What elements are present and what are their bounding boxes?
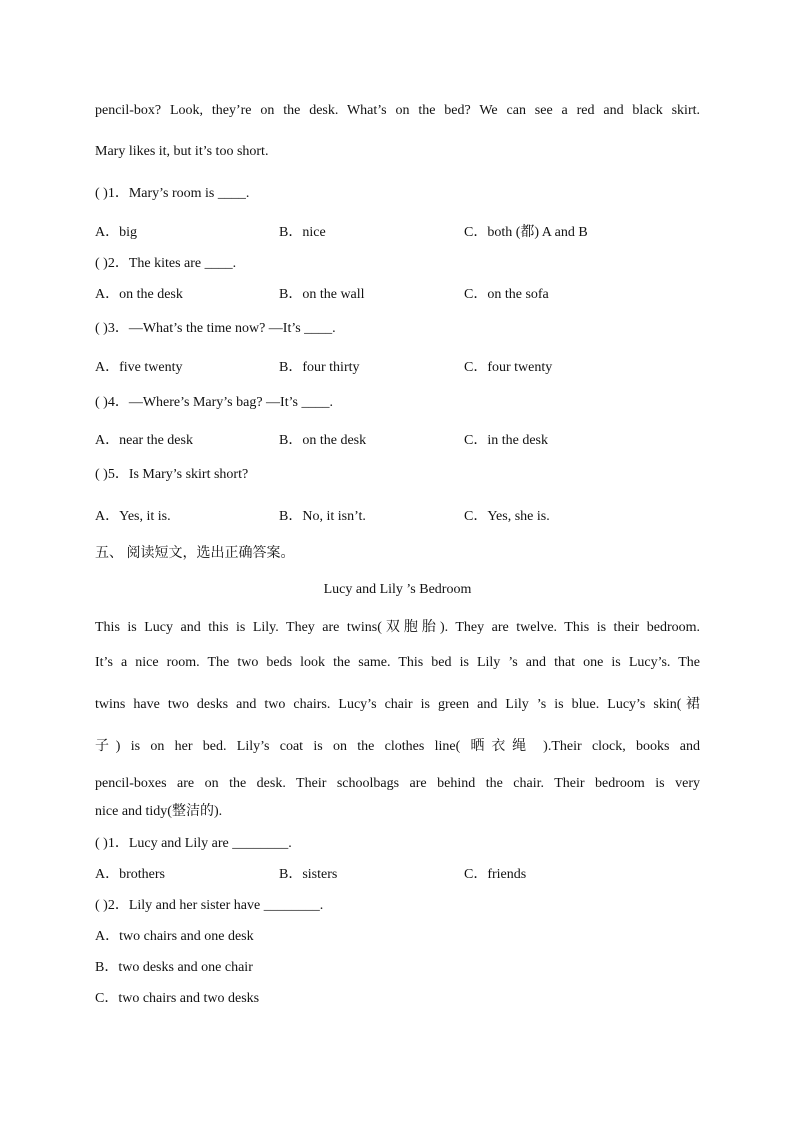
- question-stem: ( )1．Lucy and Lily are ________.: [95, 836, 292, 851]
- passage-line: twins have two desks and two chairs. Lucy’s chair is green and Lily ’s is blue. Lucy’s skin(裙: [95, 697, 700, 712]
- option-c: C．both (都) A and B: [464, 225, 588, 240]
- option-c: C．Yes, she is.: [464, 509, 550, 524]
- question-stem: ( )2．The kites are ____.: [95, 256, 237, 271]
- question-stem: ( )5．Is Mary’s skirt short?: [95, 467, 249, 482]
- option-c: C．in the desk: [464, 433, 548, 448]
- option-b: B．nice: [279, 225, 326, 240]
- option-c: C．two chairs and two desks: [95, 991, 260, 1006]
- option-b: B．four thirty: [279, 360, 360, 375]
- question-stem: ( )2．Lily and her sister have ________.: [95, 898, 324, 913]
- question-stem: ( )1．Mary’s room is ____.: [95, 186, 250, 201]
- passage-title: Lucy and Lily ’s Bedroom: [323, 582, 472, 597]
- option-c: C．four twenty: [464, 360, 553, 375]
- option-c: C．friends: [464, 867, 527, 882]
- option-b: B．No, it isn’t.: [279, 509, 366, 524]
- passage-line: This is Lucy and this is Lily. They are twins(双胞胎). They are twelve. This is their bedroom.: [95, 620, 700, 635]
- option-c: C．on the sofa: [464, 287, 549, 302]
- passage-line: nice and tidy(整洁的).: [95, 804, 223, 819]
- option-a: A．big: [95, 225, 137, 240]
- option-a: A．five twenty: [95, 360, 183, 375]
- passage-line: Mary likes it, but it’s too short.: [95, 144, 269, 159]
- option-b: B．on the desk: [279, 433, 367, 448]
- option-b: B．on the wall: [279, 287, 365, 302]
- passage-line: It’s a nice room. The two beds look the same. This bed is Lily ’s and that one is Lucy’s. The: [95, 655, 700, 670]
- option-a: A．near the desk: [95, 433, 193, 448]
- option-b: B．two desks and one chair: [95, 960, 253, 975]
- question-stem: ( )3．—What’s the time now? —It’s ____.: [95, 321, 336, 336]
- option-a: A．two chairs and one desk: [95, 929, 254, 944]
- option-a: A．on the desk: [95, 287, 183, 302]
- passage-line: 子) is on her bed. Lily’s coat is on the clothes line( 晒衣绳 ).Their clock, books and: [95, 739, 700, 754]
- question-stem: ( )4．—Where’s Mary’s bag? —It’s ____.: [95, 395, 333, 410]
- option-b: B．sisters: [279, 867, 338, 882]
- option-a: A．Yes, it is.: [95, 509, 171, 524]
- passage-line: pencil-box? Look, they’re on the desk. What’s on the bed? We can see a red and black skirt.: [95, 103, 700, 118]
- section-heading: 五、 阅读短文，选出正确答案。: [95, 546, 295, 561]
- option-a: A．brothers: [95, 867, 165, 882]
- passage-line: pencil-boxes are on the desk. Their schoolbags are behind the chair. Their bedroom is very: [95, 776, 700, 791]
